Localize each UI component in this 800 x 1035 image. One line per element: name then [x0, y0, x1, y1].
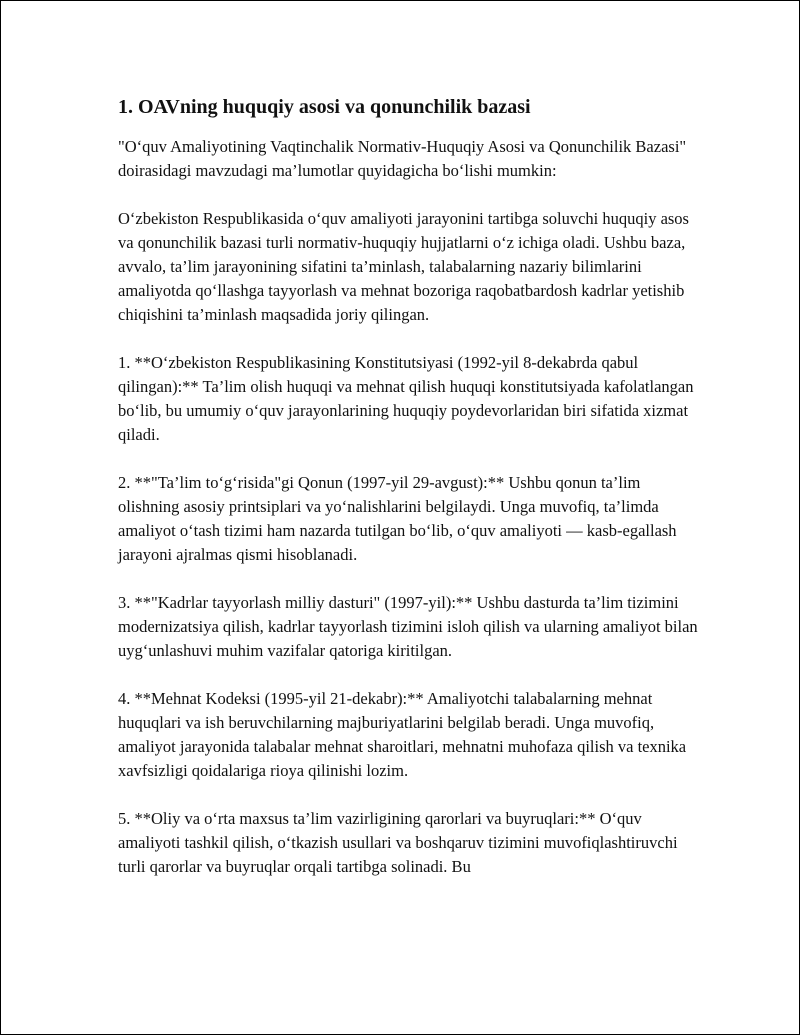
list-item-national-program: 3. **"Kadrlar tayyorlash milliy dasturi" (1997-yil):** Ushbu dasturda ta’lim tizimini modernizatsiya qilish, kadrlar tayyorlash tizimini isloh qilish va ularning amaliyot bilan uyg‘unlashuvi muhim vazifalar qatoriga kiritilgan. — [118, 593, 698, 660]
document-title: 1. OAVning huquqiy asosi va qonunchilik bazasi — [118, 96, 531, 118]
document-body — [118, 93, 698, 903]
list-item-education-law: 2. **"Ta’lim to‘g‘risida"gi Qonun (1997-yil 29-avgust):** Ushbu qonun ta’lim olishning asosiy printsiplari va yo‘nalishlarini belgilaydi. Unga muvofiq, ta’limda amaliyot o‘tash tizimi ham nazarda tutilgan bo‘lib, o‘quv amaliyoti — kasb-egallash jarayoni ajralmas qismi hisoblanadi. — [118, 473, 677, 564]
overview-paragraph: O‘zbekiston Respublikasida o‘quv amaliyoti jarayonini tartibga soluvchi huquqiy asos va qonunchilik bazasi turli normativ-huquqiy hujjatlarni o‘z ichiga oladi. Ushbu baza, avvalo, ta’lim jarayonining sifatini ta’minlash, talabalarning nazariy bilimlarini amaliyotda qo‘llashga tayyorlash va mehnat bozoriga raqobatbardosh kadrlar yetishib chiqishini ta’minlash maqsadida joriy qilingan. — [118, 209, 689, 324]
list-item-labor-code: 4. **Mehnat Kodeksi (1995-yil 21-dekabr):** Amaliyotchi talabalarning mehnat huquqlari va ish beruvchilarning majburiyatlarini belgilab beradi. Unga muvofiq, amaliyot jarayonida talabalar mehnat sharoitlari, mehnatni muhofaza qilish va texnika xavfsizligi qoidalariga rioya qilinishi lozim. — [118, 689, 687, 780]
list-item-ministry-orders: 5. **Oliy va o‘rta maxsus ta’lim vazirligining qarorlari va buyruqlari:** O‘quv amaliyoti tashkil qilish, o‘tkazish usullari va boshqaruv tizimini muvofiqlashtiruvchi turli qarorlar va buyruqlar orqali tartibga solinadi. Bu — [118, 809, 678, 876]
intro-paragraph: "O‘quv Amaliyotining Vaqtinchalik Normativ-Huquqiy Asosi va Qonunchilik Bazasi" doirasidagi mavzudagi ma’lumotlar quyidagicha bo‘lishi mumkin: — [118, 137, 687, 180]
list-item-constitution: 1. **O‘zbekiston Respublikasining Konstitutsiyasi (1992-yil 8-dekabrda qabul qilingan):** Ta’lim olish huquqi va mehnat qilish huquqi konstitutsiyada kafolatlangan bo‘lib, bu umumiy o‘quv jarayonlarining huquqiy poydevorlaridan biri sifatida xizmat qiladi. — [118, 353, 694, 444]
